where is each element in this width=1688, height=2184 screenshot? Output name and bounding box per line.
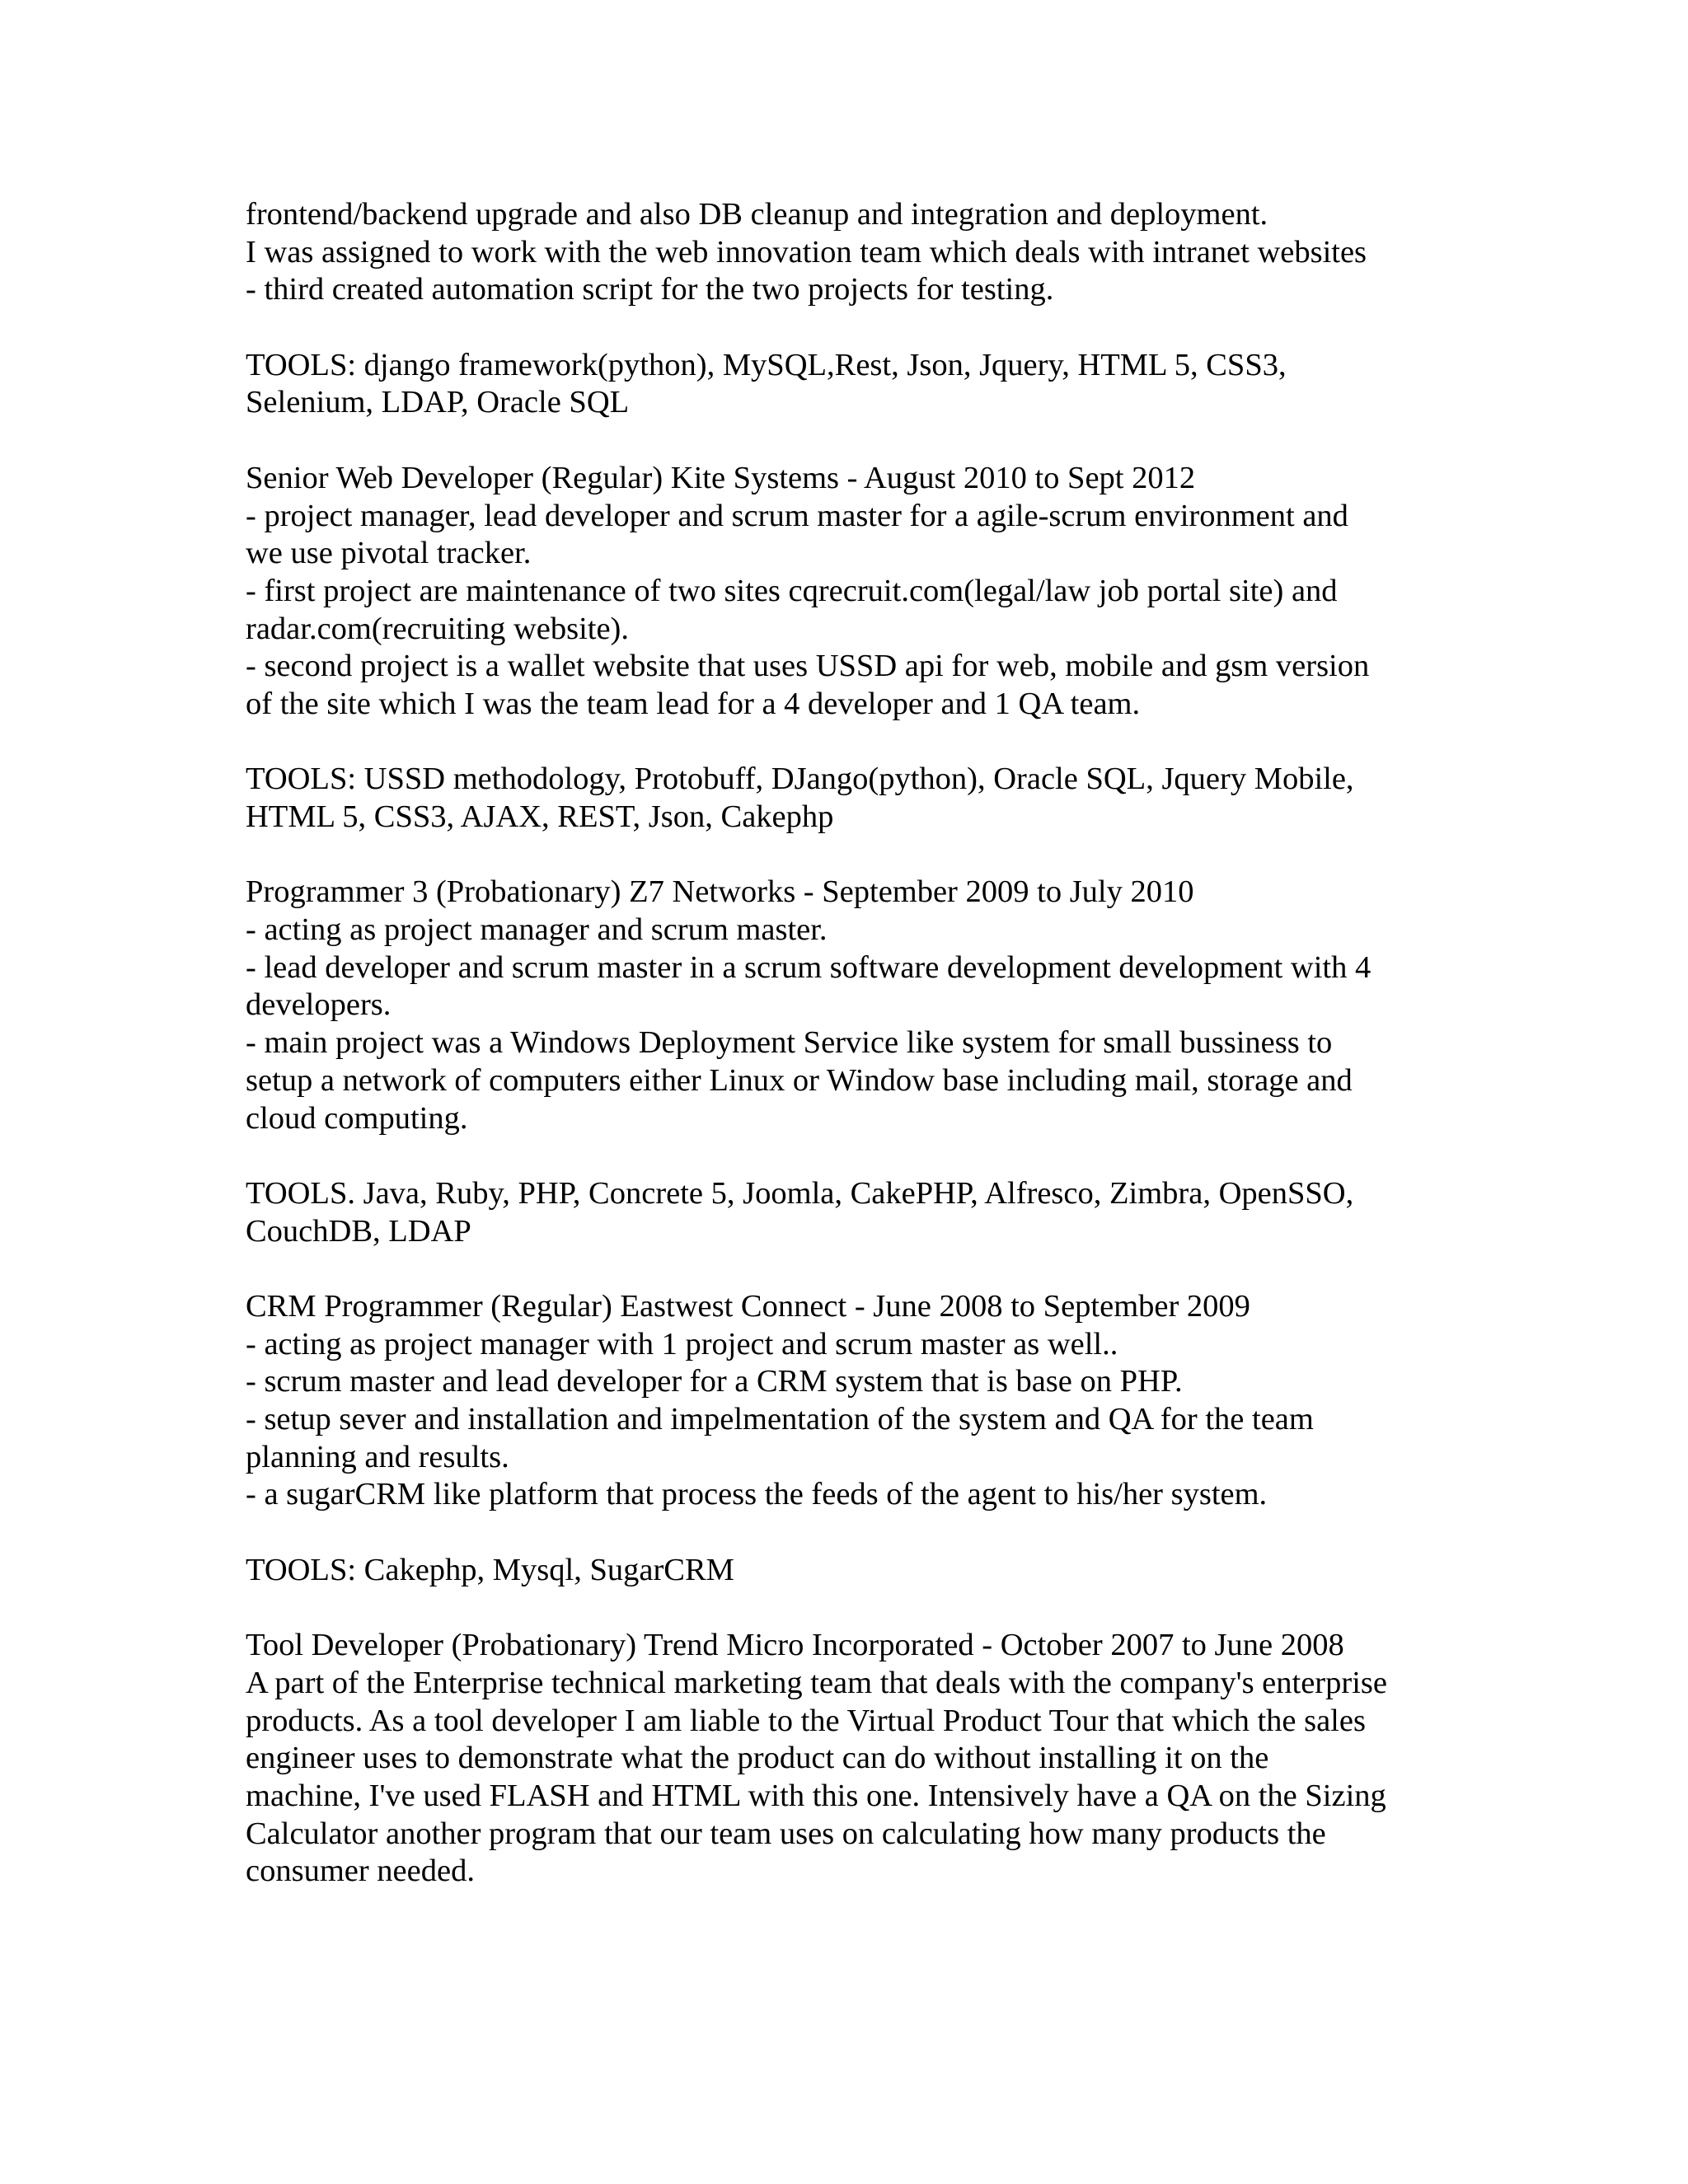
text-line: radar.com(recruiting website). bbox=[246, 611, 630, 646]
paragraph-gap bbox=[246, 309, 1449, 347]
job-kite-systems bbox=[246, 460, 1449, 724]
paragraph-gap bbox=[246, 1514, 1449, 1552]
text-line: - acting as project manager and scrum master. bbox=[246, 912, 828, 948]
text-line: I was assigned to work with the web innovation team which deals with intranet websites bbox=[246, 234, 1367, 269]
text-line: TOOLS: django framework(python), MySQL,Rest, Json, Jquery, HTML 5, CSS3, bbox=[246, 347, 1287, 382]
text-line: Calculator another program that our team uses on calculating how many products the bbox=[246, 1816, 1326, 1851]
job-eastwest-connect bbox=[246, 1288, 1449, 1514]
text-line: consumer needed. bbox=[246, 1854, 475, 1889]
text-line: - second project is a wallet website that uses USSD api for web, mobile and gsm version bbox=[246, 649, 1370, 684]
text-line: setup a network of computers either Linux or Window base including mail, storage and bbox=[246, 1062, 1353, 1098]
job-heading: Senior Web Developer (Regular) Kite Systems - August 2010 to Sept 2012 bbox=[246, 460, 1196, 495]
text-line: Selenium, LDAP, Oracle SQL bbox=[246, 385, 630, 420]
job-z7-networks bbox=[246, 874, 1449, 1137]
text-line: of the site which I was the team lead for a 4 developer and 1 QA team. bbox=[246, 686, 1141, 721]
text-line: we use pivotal tracker. bbox=[246, 536, 532, 571]
text-line: frontend/backend upgrade and also DB cleanup and integration and deployment. bbox=[246, 197, 1268, 232]
text-line: - setup sever and installation and impelmentation of the system and QA for the team bbox=[246, 1402, 1314, 1436]
paragraph-gap bbox=[246, 1589, 1449, 1627]
tools-block-4 bbox=[246, 1552, 1449, 1590]
text-line: products. As a tool developer I am liable to the Virtual Product Tour that which the sales bbox=[246, 1703, 1366, 1738]
paragraph-gap bbox=[246, 1137, 1449, 1175]
paragraph-gap bbox=[246, 837, 1449, 874]
text-line: TOOLS. Java, Ruby, PHP, Concrete 5, Joomla, CakePHP, Alfresco, Zimbra, OpenSSO, bbox=[246, 1175, 1354, 1211]
text-line: HTML 5, CSS3, AJAX, REST, Json, Cakephp bbox=[246, 799, 834, 834]
paragraph-gap bbox=[246, 724, 1449, 762]
text-line: - project manager, lead developer and scrum master for a agile-scrum environment and bbox=[246, 498, 1348, 533]
text-line: - lead developer and scrum master in a scrum software development development with 4 bbox=[246, 949, 1372, 985]
job-heading: Programmer 3 (Probationary) Z7 Networks - September 2009 to July 2010 bbox=[246, 874, 1194, 910]
paragraph-gap bbox=[246, 1250, 1449, 1288]
text-line: - scrum master and lead developer for a CRM system that is base on PHP. bbox=[246, 1364, 1183, 1399]
tools-block-3 bbox=[246, 1175, 1449, 1250]
text-line: engineer uses to demonstrate what the product can do without installing it on the bbox=[246, 1741, 1269, 1776]
text-line: TOOLS: USSD methodology, Protobuff, DJango(python), Oracle SQL, Jquery Mobile, bbox=[246, 762, 1354, 797]
text-line: - main project was a Windows Deployment Service like system for small bussiness to bbox=[246, 1025, 1333, 1061]
document-body bbox=[246, 196, 1449, 1891]
text-line: - acting as project manager with 1 project and scrum master as well.. bbox=[246, 1326, 1118, 1361]
text-line: TOOLS: Cakephp, Mysql, SugarCRM bbox=[246, 1552, 734, 1587]
tools-block-1 bbox=[246, 347, 1449, 422]
text-line: cloud computing. bbox=[246, 1100, 468, 1136]
intro-block bbox=[246, 196, 1449, 309]
text-line: machine, I've used FLASH and HTML with this one. Intensively have a QA on the Sizing bbox=[246, 1778, 1386, 1813]
text-line: planning and results. bbox=[246, 1439, 509, 1474]
paragraph-gap bbox=[246, 422, 1449, 460]
job-heading: CRM Programmer (Regular) Eastwest Connect - June 2008 to September 2009 bbox=[246, 1288, 1250, 1324]
text-line: - a sugarCRM like platform that process the feeds of the agent to his/her system. bbox=[246, 1477, 1268, 1512]
tools-block-2 bbox=[246, 761, 1449, 836]
job-heading: Tool Developer (Probationary) Trend Micro Incorporated - October 2007 to June 2008 bbox=[246, 1628, 1344, 1663]
text-line: A part of the Enterprise technical marketing team that deals with the company's enterprise bbox=[246, 1665, 1387, 1700]
text-line: developers. bbox=[246, 987, 392, 1023]
job-trend-micro bbox=[246, 1627, 1449, 1891]
text-line: CouchDB, LDAP bbox=[246, 1213, 471, 1249]
text-line: - third created automation script for the two projects for testing. bbox=[246, 272, 1054, 307]
text-line: - first project are maintenance of two sites cqrecruit.com(legal/law job portal site) and bbox=[246, 573, 1338, 608]
